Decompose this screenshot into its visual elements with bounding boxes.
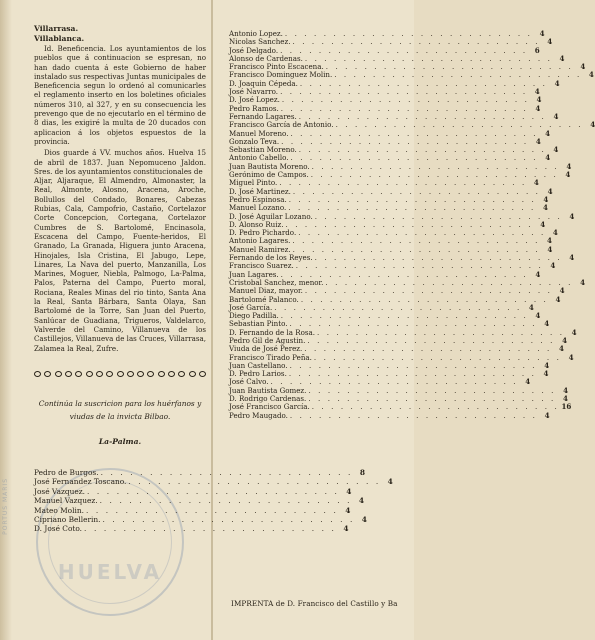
leader-dots: . . . . . . . . . . . . . . . . . . . . . . . . . . — [290, 128, 539, 138]
subscriber-name: Francisco Suarez. — [229, 261, 294, 271]
leader-dots: . . . . . . . . . . . . . . . . . . . . . . . . . . — [334, 70, 582, 80]
leader-dots: . . . . . . . . . . . . . . . . . . . . . . . . . . — [288, 194, 537, 204]
subscriber-name: Pedro Maugado. — [229, 410, 288, 420]
subscription-amount: 4 — [535, 136, 541, 146]
subscription-amount: 4 — [543, 369, 549, 379]
leader-dots: . . . . . . . . . . . . . . . . . . . . . . . . . . — [84, 524, 337, 534]
leader-dots: . . . . . . . . . . . . . . . . . . . . . . . . . . — [295, 261, 544, 271]
subscriber-name: Francisco Tirado Peña. — [229, 352, 312, 362]
subscription-amount: 4 — [553, 145, 559, 155]
leader-dots: . . . . . . . . . . . . . . . . . . . . . . . . . . — [280, 269, 529, 279]
subscription-amount: 4 — [543, 194, 549, 204]
subscriber-name: Francisco Dominguez Molin. — [229, 70, 333, 80]
subscription-amount: 4 — [555, 294, 561, 304]
leader-dots: . . . . . . . . . . . . . . . . . . . . . . . . . . — [316, 327, 565, 337]
subscription-amount: 4 — [544, 410, 550, 420]
subscription-title: Continúa la suscricion para los huérfanos y viudas de la invicta Bilbao. — [38, 398, 202, 421]
subscriber-name: Manuel Lozano. — [229, 203, 287, 213]
ornament-link — [199, 371, 206, 377]
ornament-link — [34, 371, 41, 377]
subscriber-name: Antonio Lagares. — [229, 236, 291, 246]
subscription-amount: 4 — [550, 261, 556, 271]
subscription-amount: 4 — [553, 111, 559, 121]
header-line-1: Villarrasa. — [34, 24, 79, 33]
left-subscriber-list — [34, 468, 393, 534]
subscriber-name: Manuel Ramirez. — [229, 244, 291, 254]
subscription-amount: 4 — [547, 186, 553, 196]
list-item — [34, 505, 351, 515]
subscriber-name: Antonio Cabello. — [229, 153, 289, 163]
subscriber-name: Manuel Diaz, mayor. — [229, 286, 303, 296]
subscriber-name: Pedro de Burgos. — [34, 468, 99, 478]
subscriber-name: José Fernandez Toscano. — [34, 477, 127, 487]
subscription-amount: 4 — [547, 244, 553, 254]
subscriber-name: D. José Aguilar Lozano. — [229, 211, 313, 221]
leader-dots: . . . . . . . . . . . . . . . . . . . . . . . . . . — [270, 377, 519, 387]
subscription-amount: 4 — [580, 62, 586, 72]
list-item — [34, 515, 367, 525]
leader-dots: . . . . . . . . . . . . . . . . . . . . . . . . . . — [325, 277, 574, 287]
leader-dots: . . . . . . . . . . . . . . . . . . . . . . . . . . — [289, 319, 538, 329]
subscriber-name: Cipriano Bellerin. — [34, 515, 101, 525]
leader-dots: . . . . . . . . . . . . . . . . . . . . . . . . . . — [85, 505, 339, 515]
leader-dots: . . . . . . . . . . . . . . . . . . . . . . . . . . — [292, 186, 541, 196]
list-item — [229, 410, 550, 420]
subscription-amount: 4 — [580, 277, 586, 287]
leader-dots: . . . . . . . . . . . . . . . . . . . . . . . . . . — [304, 53, 553, 63]
subscriber-name: Sebastian Moreno. — [229, 145, 297, 155]
ornament-link — [147, 371, 154, 377]
subscription-amount: 4 — [559, 286, 565, 296]
leader-dots: . . . . . . . . . . . . . . . . . . . . . . . . . . — [289, 410, 538, 420]
subscription-amount: 4 — [566, 161, 572, 171]
subscriber-name: D. Alonso Ruiz. — [229, 219, 284, 229]
subscription-amount: 4 — [590, 120, 595, 130]
subscriber-name: D. Joaquin Cépeda. — [229, 78, 298, 88]
leader-dots: . . . . . . . . . . . . . . . . . . . . . . . . . . — [285, 219, 534, 229]
printer-imprint: IMPRENTA de D. Francisco del Castillo y Ba — [231, 599, 398, 608]
subscription-amount: 4 — [562, 335, 567, 345]
leader-dots: . . . . . . . . . . . . . . . . . . . . . . . . . . — [335, 120, 584, 130]
right-subscriber-list — [229, 29, 595, 420]
header-line-2: Villablanca. — [34, 34, 85, 43]
ornament-link — [168, 371, 175, 377]
subscription-amount: 4 — [528, 302, 534, 312]
ornament-link — [86, 371, 93, 377]
leader-dots: . . . . . . . . . . . . . . . . . . . . . . . . . . — [281, 136, 529, 146]
leader-dots: . . . . . . . . . . . . . . . . . . . . . . . . . . — [304, 286, 553, 296]
subscriber-name: Sebastian Pinto. — [229, 319, 288, 329]
subscriber-name: Manuel Moreno. — [229, 128, 289, 138]
leader-dots: . . . . . . . . . . . . . . . . . . . . . . . . . . — [298, 111, 547, 121]
leader-dots: . . . . . . . . . . . . . . . . . . . . . . . . . . — [292, 236, 540, 246]
subscriber-name: Francisco García de Antonio. — [229, 120, 334, 130]
ornament-link — [137, 371, 144, 377]
subscriber-name: D. Pedro Pichardo. — [229, 228, 297, 238]
subscriber-name: Juan Bautista Gomez. — [229, 385, 307, 395]
ornament-link — [44, 371, 51, 377]
leader-dots: . . . . . . . . . . . . . . . . . . . . . . . . . . — [280, 311, 529, 321]
subscription-amount: 16 — [561, 402, 572, 412]
subscription-amount: 4 — [554, 78, 560, 88]
signature-paragraph: Dios guarde á VV. muchos años. Huelva 15 de abril de 1837. Juan Nepomuceno Jaldon. Sres. de los ayuntamientos constitucionales de — [34, 148, 206, 176]
subscriber-name: Cristobal Sanchez, menor. — [229, 277, 324, 287]
subscriber-name: José García. — [229, 302, 273, 312]
leader-dots: . . . . . . . . . . . . . . . . . . . . . . . . . . — [284, 29, 533, 38]
subscriber-name: Nicolas Sanchez. — [229, 37, 291, 47]
subscriber-name: José Vazquez. — [34, 486, 85, 496]
leader-dots: . . . . . . . . . . . . . . . . . . . . . . . . . . — [274, 302, 522, 312]
subscription-amount: 4 — [547, 236, 552, 246]
subscriber-name: Gerónimo de Campos. — [229, 170, 309, 180]
subscription-amount: 4 — [387, 477, 393, 487]
subscriber-name: Mateo Molin. — [34, 505, 84, 515]
ornament-link — [178, 371, 185, 377]
leader-dots: . . . . . . . . . . . . . . . . . . . . . . . . . . — [298, 145, 547, 155]
subscription-amount: 6 — [534, 45, 540, 55]
place-heading: La-Palma. — [98, 436, 142, 446]
subscriber-name: Francisco Pinto Escacena. — [229, 62, 324, 72]
ornament-link — [127, 371, 134, 377]
subscription-amount: 4 — [536, 95, 542, 105]
leader-dots: . . . . . . . . . . . . . . . . . . . . . . . . . . — [313, 352, 562, 362]
leader-dots: . . . . . . . . . . . . . . . . . . . . . . . . . . — [289, 360, 538, 370]
subscription-amount: 4 — [544, 319, 550, 329]
subscriber-name: Juan Lagares. — [229, 269, 279, 279]
subscriber-name: D. Rodrigo Cardenas. — [229, 394, 307, 404]
stamp-edge-text: PORTUS MARIS — [2, 478, 9, 535]
subscription-amount: 4 — [547, 37, 553, 47]
leader-dots: . . . . . . . . . . . . . . . . . . . . . . . . . . — [280, 87, 528, 97]
subscriber-name: D. Fernando de la Rosa. — [229, 327, 315, 337]
subscriber-name: José Delgado. — [229, 45, 279, 55]
subscriber-name: Pedro Espinosa. — [229, 194, 287, 204]
subscriber-name: Juan Castellano. — [229, 360, 288, 370]
subscriber-name: D. José Coto. — [34, 524, 83, 534]
leader-dots: . . . . . . . . . . . . . . . . . . . . . . . . . . — [99, 496, 353, 506]
page-edge-shadow — [0, 0, 12, 640]
subscription-amount: 4 — [534, 87, 540, 97]
beneficencia-paragraph: Id. Beneficencia. Los ayuntamientos de los pueblos que á continuacion se espresan, no han dado cuenta á este Gobierno de haber instalado sus respectivas Juntas municipales de Beneficencia segun lo ordenó al comunicarles el reglamento inserto en los boletines oficiales números 310, al 327, y en su consecuencia les prevengo que de no ejecutarlo en el término de 8 dias, les exigiré la multa de 20 ducados con aplicacion á los objetos espuestos de la provincia. — [34, 44, 206, 146]
leader-dots: . . . . . . . . . . . . . . . . . . . . . . . . . . — [304, 344, 552, 354]
subscription-amount: 4 — [539, 29, 545, 38]
ornament-link — [65, 371, 72, 377]
subscriber-name: D. José Lopez. — [229, 95, 280, 105]
subscription-amount: 4 — [345, 505, 351, 515]
leader-dots: . . . . . . . . . . . . . . . . . . . . . . . . . . — [310, 170, 559, 180]
leader-dots: . . . . . . . . . . . . . . . . . . . . . . . . . . — [314, 211, 563, 221]
subscription-amount: 4 — [533, 178, 539, 188]
list-item — [34, 486, 352, 496]
subscription-amount: 4 — [346, 486, 352, 496]
subscription-amount: 4 — [568, 352, 574, 362]
leader-dots: . . . . . . . . . . . . . . . . . . . . . . . . . . — [292, 37, 541, 47]
subscription-amount: 4 — [588, 70, 594, 80]
subscription-amount: 4 — [558, 344, 564, 354]
subscription-amount: 4 — [565, 170, 571, 180]
list-item — [34, 468, 365, 478]
subscriber-name: Fernando de los Reyes. — [229, 253, 313, 263]
leader-dots: . . . . . . . . . . . . . . . . . . . . . . . . . . — [311, 402, 560, 412]
leader-dots: . . . . . . . . . . . . . . . . . . . . . . . . . . — [280, 45, 528, 55]
subscriber-name: Bartolomé Palanco. — [229, 294, 299, 304]
subscription-amount: 4 — [540, 219, 546, 229]
subscription-amount: 4 — [545, 153, 551, 163]
subscriber-name: Miguel Pinto. — [229, 178, 278, 188]
leader-dots: . . . . . . . . . . . . . . . . . . . . . . . . . . — [87, 486, 340, 496]
ornament-link — [75, 371, 82, 377]
ornamental-divider — [34, 371, 206, 379]
subscriber-name: Pedro Gil de Agustin. — [229, 335, 306, 345]
subscriber-name: José Francisco García. — [229, 402, 310, 412]
subscriber-name: Diego Padilla. — [229, 311, 279, 321]
subscription-amount: 4 — [535, 311, 541, 321]
leader-dots: . . . . . . . . . . . . . . . . . . . . . . . . . . — [290, 153, 539, 163]
leader-dots: . . . . . . . . . . . . . . . . . . . . . . . . . . — [292, 244, 541, 254]
subscription-amount: 4 — [525, 377, 531, 387]
ornament-link — [117, 371, 124, 377]
leader-dots: . . . . . . . . . . . . . . . . . . . . . . . . . . — [314, 253, 563, 263]
subscriber-name: Viuda de José Perez. — [229, 344, 303, 354]
leader-dots: . . . . . . . . . . . . . . . . . . . . . . . . . . — [288, 203, 536, 213]
leader-dots: . . . . . . . . . . . . . . . . . . . . . . . . . . — [300, 294, 549, 304]
subscription-amount: 4 — [542, 203, 548, 213]
leader-dots: . . . . . . . . . . . . . . . . . . . . . . . . . . — [288, 369, 537, 379]
leader-dots: . . . . . . . . . . . . . . . . . . . . . . . . . . — [308, 394, 556, 404]
subscription-amount: 4 — [552, 228, 558, 238]
subscription-amount: 4 — [571, 327, 577, 337]
list-item — [34, 524, 349, 534]
leader-dots: . . . . . . . . . . . . . . . . . . . . . . . . . . — [100, 468, 353, 478]
leader-dots: . . . . . . . . . . . . . . . . . . . . . . . . . . — [280, 103, 529, 113]
subscriber-name: José Navarro. — [229, 87, 279, 97]
subscriber-name: Gonzalo Teva. — [229, 136, 280, 146]
subscription-amount: 4 — [361, 515, 367, 525]
subscriber-name: Pedro Ramos. — [229, 103, 279, 113]
subscriber-name: José Calvo. — [229, 377, 269, 387]
subscriber-name: Juan Bautista Moreno. — [229, 161, 310, 171]
subscriber-name: Fernando Lagares. — [229, 111, 297, 121]
subscriber-name: D. Pedro Larios. — [229, 369, 287, 379]
ornament-link — [106, 371, 113, 377]
subscription-amount: 4 — [559, 53, 565, 63]
leader-dots: . . . . . . . . . . . . . . . . . . . . . . . . . . — [307, 335, 555, 345]
leader-dots: . . . . . . . . . . . . . . . . . . . . . . . . . . — [299, 78, 548, 88]
leader-dots: . . . . . . . . . . . . . . . . . . . . . . . . . . — [102, 515, 355, 525]
towns-paragraph: Aljar, Aljaraque, El Almendro, Almonaster, la Real, Almonte, Alosno, Aracena, Aroche, Bollullos del Condado, Bonares, Cabezas Rubias, Cala, Campofrio, Castaño, Cortelazor Corte Concepcion, Cortegana, Cortelazor Cumbres de S. Bartolomé, Encinasola, Escacena del Campo, Fuente-heridos, El Granado, La Granada, Higuera junto Aracena, Hinojales, Isla Cristina, El Jabugo, Lepe, Linares, La Nava del puerto, Manzanilla, Los Marines, Moguer, Niebla, Palmogo, La-Palma, Palos, Paterna del Campo, Puerto moral, Rociana, Reales Minas del rio tinto, Santa Ana la Real, Santa Bárbara, Santa Olaya, San Bartolomé de la Torre, San Juan del Puerto, Sanlúcar de Guadiana, Trigueros, Valdelarco, Valverde del Camino, Villanueva de los Castillejos, Villanueva de las Cruces, Villarrasa, Zalamea la Real, Zufre. — [34, 176, 206, 353]
leader-dots: . . . . . . . . . . . . . . . . . . . . . . . . . . — [311, 161, 560, 171]
leader-dots: . . . . . . . . . . . . . . . . . . . . . . . . . . — [279, 178, 527, 188]
leader-dots: . . . . . . . . . . . . . . . . . . . . . . . . . . — [325, 62, 574, 72]
subscription-amount: 4 — [569, 211, 575, 221]
subscription-amount: 4 — [544, 360, 550, 370]
subscription-amount: 4 — [343, 524, 349, 534]
column-divider — [211, 0, 213, 640]
subscription-amount: 4 — [569, 253, 575, 263]
ornament-link — [55, 371, 62, 377]
leader-dots: . . . . . . . . . . . . . . . . . . . . . . . . . . — [298, 228, 546, 238]
subscriber-name: D. José Martinez. — [229, 186, 291, 196]
library-stamp-text: HUELVA — [57, 560, 163, 584]
subscriber-name: Alonso de Cardenas. — [229, 53, 303, 63]
ornament-link — [96, 371, 103, 377]
subscriber-name: Manuel Vazquez. — [34, 496, 98, 506]
subscription-amount: 4 — [358, 496, 365, 506]
subscription-amount: 4 — [563, 385, 569, 395]
list-item — [34, 477, 393, 487]
leader-dots: . . . . . . . . . . . . . . . . . . . . . . . . . . — [308, 385, 557, 395]
subscription-amount: 4 — [562, 394, 568, 404]
subscription-amount: 4 — [535, 103, 541, 113]
subscriber-name: Antonio Lopez. — [229, 29, 283, 38]
subscription-amount: 4 — [545, 128, 551, 138]
subscription-amount: 4 — [535, 269, 541, 279]
leader-dots: . . . . . . . . . . . . . . . . . . . . . . . . . . — [281, 95, 530, 105]
subscription-amount: 8 — [359, 468, 365, 478]
ornament-link — [189, 371, 196, 377]
list-item — [34, 496, 365, 506]
ornament-link — [158, 371, 165, 377]
leader-dots: . . . . . . . . . . . . . . . . . . . . . . . . . . — [128, 477, 381, 487]
